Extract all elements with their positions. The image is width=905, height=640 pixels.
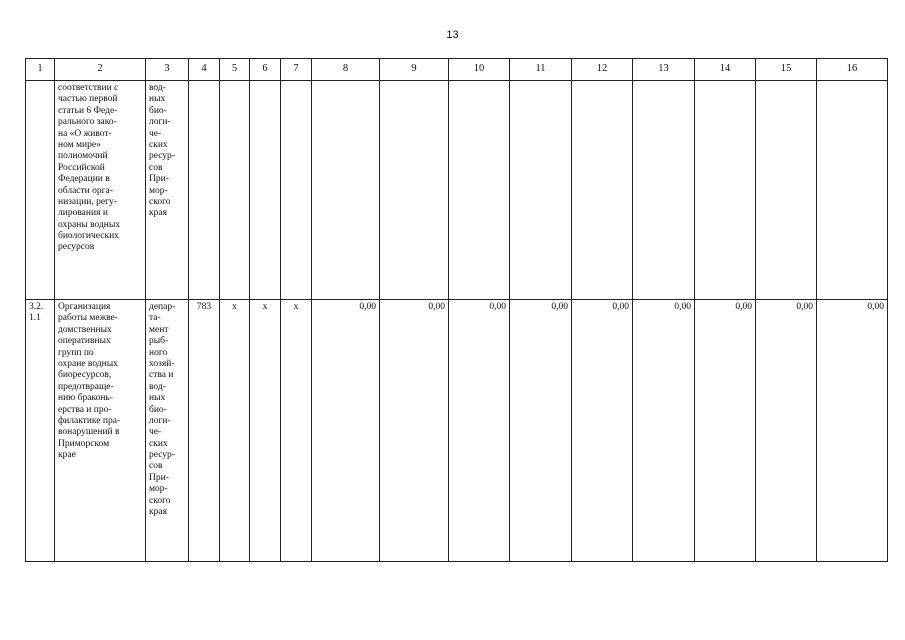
executor-cell: депар- та- мент рыб- ного хозяй- ства и вод- ных био- логи- че- ских ресур- сов При- мор- ского края [146, 300, 189, 562]
value-cell [312, 81, 380, 300]
column-header: 1 [26, 59, 55, 81]
page-number: 13 [446, 29, 459, 41]
code-cell: x [250, 300, 281, 562]
row-number-cell: 3.2. 1.1 [26, 300, 55, 562]
value-cell [633, 81, 695, 300]
value-cell: 0,00 [817, 300, 888, 562]
code-cell [250, 81, 281, 300]
value-cell: 0,00 [312, 300, 380, 562]
value-cell [510, 81, 572, 300]
value-cell: 0,00 [756, 300, 817, 562]
value-cell: 0,00 [449, 300, 510, 562]
value-cell: 0,00 [510, 300, 572, 562]
table-row [26, 300, 888, 562]
code-cell: x [281, 300, 312, 562]
value-cell [756, 81, 817, 300]
value-cell [449, 81, 510, 300]
column-header: 12 [572, 59, 633, 81]
value-cell [695, 81, 756, 300]
value-cell: 0,00 [572, 300, 633, 562]
column-header: 4 [189, 59, 220, 81]
table-header-row [26, 59, 888, 81]
column-header: 3 [146, 59, 189, 81]
value-cell: 0,00 [695, 300, 756, 562]
column-header: 6 [250, 59, 281, 81]
code-cell: x [220, 300, 250, 562]
column-header: 7 [281, 59, 312, 81]
column-header: 15 [756, 59, 817, 81]
value-cell [572, 81, 633, 300]
code-cell: 783 [189, 300, 220, 562]
code-cell [189, 81, 220, 300]
value-cell: 0,00 [380, 300, 449, 562]
column-header: 14 [695, 59, 756, 81]
column-header: 9 [380, 59, 449, 81]
column-header: 8 [312, 59, 380, 81]
description-cell: Организация работы межве- домственных оперативных групп по охране водных биоресурсов, предотвраще- нию браконь- ерства и про- филактике пра- вонарушений в Приморском крае [55, 300, 146, 562]
column-header: 13 [633, 59, 695, 81]
column-header: 16 [817, 59, 888, 81]
value-cell: 0,00 [633, 300, 695, 562]
column-header: 10 [449, 59, 510, 81]
budget-table [25, 58, 888, 562]
code-cell [220, 81, 250, 300]
executor-cell: вод- ных био- логи- че- ских ресур- сов При- мор- ского края [146, 81, 189, 300]
column-header: 11 [510, 59, 572, 81]
code-cell [281, 81, 312, 300]
column-header: 5 [220, 59, 250, 81]
value-cell [817, 81, 888, 300]
description-cell: соответствии с частью первой статьи 6 Феде- рального зако- на «О живот- ном мире» полномочий Российской Федерации в области орга- низации, регу- лирования и охраны водных биологических ресурсов [55, 81, 146, 300]
row-number-cell [26, 81, 55, 300]
table-row [26, 81, 888, 300]
value-cell [380, 81, 449, 300]
column-header: 2 [55, 59, 146, 81]
